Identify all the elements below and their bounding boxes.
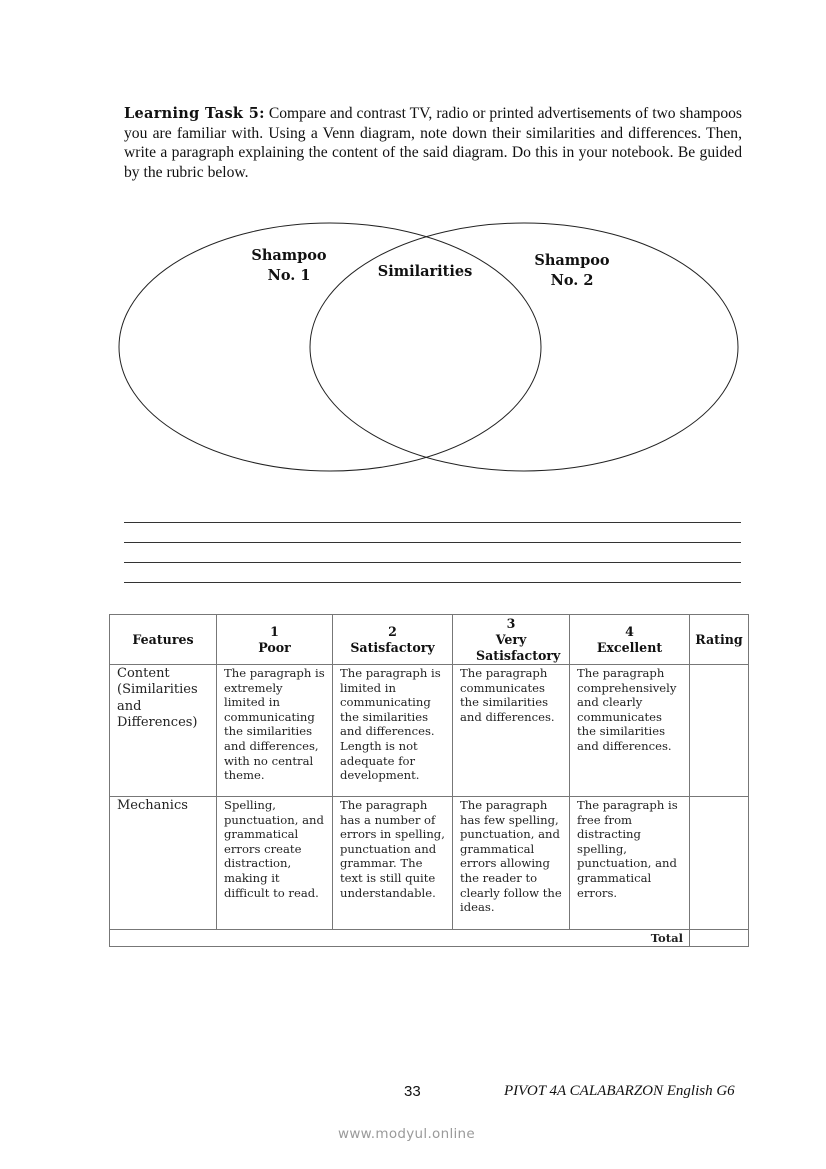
venn-right-label (522, 251, 622, 291)
feature-cell: Mechanics (110, 797, 217, 930)
writing-line[interactable] (124, 522, 741, 523)
footer-title: PIVOT 4A CALABARZON English G6 (504, 1083, 735, 1099)
venn-left-label-line1: Shampoo (251, 247, 327, 264)
rating-cell[interactable] (690, 797, 749, 930)
rubric-row-mechanics (110, 797, 749, 930)
venn-middle-label (370, 262, 480, 282)
writing-line[interactable] (124, 582, 741, 583)
poor-cell: Spelling, punctuation, and grammatical errors create distraction, making it difficult to read. (217, 797, 333, 930)
total-rating-cell[interactable] (690, 930, 749, 947)
venn-left-label (239, 246, 339, 286)
header-poor: 1 Poor (217, 615, 333, 665)
header-rating: Rating (690, 615, 749, 665)
header-excellent: 4 Excellent (570, 615, 690, 665)
watermark: www.modyul.online (338, 1126, 476, 1142)
venn-left-label-line2: No. 1 (267, 267, 311, 284)
writing-line[interactable] (124, 542, 741, 543)
task-title: Learning Task 5: (124, 105, 265, 122)
satisfactory-cell: The paragraph is limited in communicating the similarities and differences. Length is not adequate for development. (333, 665, 453, 797)
total-label: Total (110, 930, 690, 947)
header-satisfactory: 2 Satisfactory (333, 615, 453, 665)
writing-lines (124, 522, 741, 602)
venn-diagram (0, 0, 826, 500)
venn-right-label-line1: Shampoo (534, 252, 610, 269)
rating-cell[interactable] (690, 665, 749, 797)
rubric-header-row (110, 615, 749, 665)
header-very-satisfactory: 3 Very Satisfactory (453, 615, 570, 665)
venn-middle-label-text: Similarities (377, 263, 473, 280)
venn-right-label-line2: No. 2 (550, 272, 594, 289)
very-satisfactory-cell: The paragraph has few spelling, punctuation, and grammatical errors allowing the reader to clearly follow the ideas. (453, 797, 570, 930)
page-number: 33 (404, 1083, 421, 1100)
rubric-total-row (110, 930, 749, 947)
excellent-cell: The paragraph is free from distracting spelling, punctuation, and grammatical errors. (570, 797, 690, 930)
very-satisfactory-cell: The paragraph communicates the similarities and differences. (453, 665, 570, 797)
task-text: Compare and contrast TV, radio or printed advertisements of two shampoos you are familiar with. Using a Venn diagram, note down their similarities and differences. Then, write a paragraph explaining the content of the said diagram. Do this in your notebook. Be guided by the rubric below. (124, 105, 742, 181)
header-features: Features (110, 615, 217, 665)
writing-line[interactable] (124, 562, 741, 563)
feature-cell: Content (Similarities and Differences) (110, 665, 217, 797)
excellent-cell: The paragraph comprehensively and clearly communicates the similarities and differences. (570, 665, 690, 797)
rubric-row-content (110, 665, 749, 797)
poor-cell: The paragraph is extremely limited in communicating the similarities and differences, with no central theme. (217, 665, 333, 797)
satisfactory-cell: The paragraph has a number of errors in spelling, punctuation and grammar. The text is still quite understandable. (333, 797, 453, 930)
rubric-table (109, 614, 749, 947)
